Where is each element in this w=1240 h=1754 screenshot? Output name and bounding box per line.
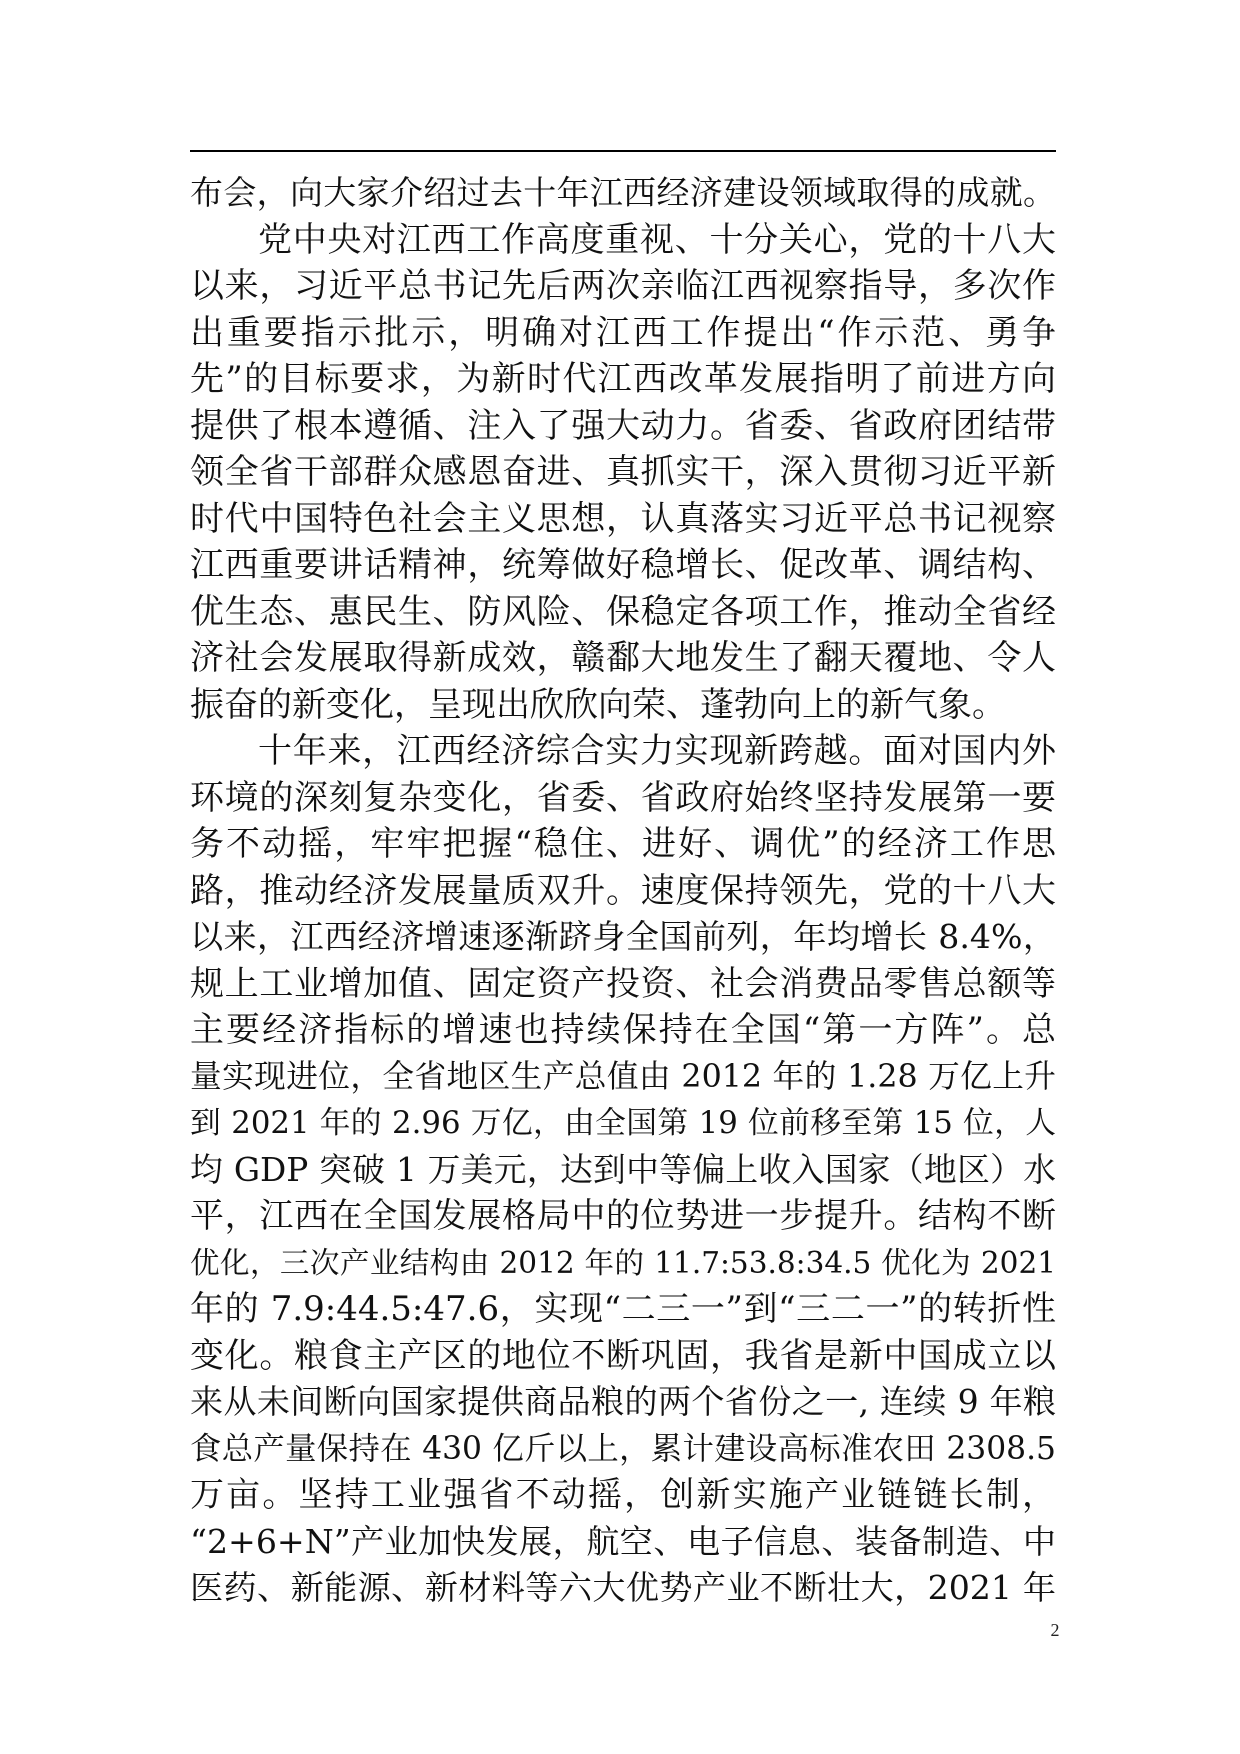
- page-number: 2: [1050, 1620, 1060, 1640]
- text-line: 时代中国特色社会主义思想，认真落实习近平总书记视察: [190, 498, 1056, 539]
- text-line: 振奋的新变化，呈现出欣欣向荣、蓬勃向上的新气象。: [190, 684, 1006, 725]
- text-line: 以来，习近平总书记先后两次亲临江西视察指导，多次作: [190, 266, 1056, 306]
- body-text: [190, 170, 1056, 1612]
- text-line: 党中央对江西工作高度重视、十分关心，党的十八大: [258, 219, 1056, 260]
- text-line: 布会，向大家介绍过去十年江西经济建设领域取得的成就。: [190, 173, 1056, 212]
- text-line: 主要经济指标的增速也持续保持在全国“第一方阵”。总: [190, 1010, 1056, 1050]
- header-rule: [190, 150, 1056, 152]
- text-line: 均 GDP 突破 1 万美元，达到中等偏上收入国家（地区）水: [190, 1150, 1056, 1189]
- text-line: 量实现进位，全省地区生产总值由 2012 年的 1.28 万亿上升: [190, 1058, 1056, 1095]
- text-line: 十年来，江西经济综合实力实现新跨越。面对国内外: [258, 731, 1056, 771]
- text-line: 医药、新能源、新材料等六大优势产业不断壮大，2021 年: [190, 1568, 1056, 1607]
- text-line: 规上工业增加值、固定资产投资、社会消费品零售总额等: [190, 963, 1056, 1004]
- text-line: 万亩。坚持工业强省不动摇，创新实施产业链链长制，: [190, 1475, 1056, 1515]
- text-line: 年的 7.9:44.5:47.6，实现“二三一”到“三二一”的转折性: [190, 1289, 1056, 1329]
- text-line: 来从未间断向国家提供商品粮的两个省份之一, 连续 9 年粮: [190, 1382, 1056, 1421]
- text-line: 优生态、惠民生、防风险、保稳定各项工作，推动全省经: [190, 591, 1056, 632]
- text-line: 变化。粮食主产区的地位不断巩固，我省是新中国成立以: [190, 1335, 1056, 1376]
- text-line: 路，推动经济发展量质双升。速度保持领先，党的十八大: [190, 870, 1056, 911]
- text-line: 优化，三次产业结构由 2012 年的 11.7:53.8:34.5 优化为 2021: [190, 1245, 1056, 1280]
- text-line: 出重要指示批示，明确对江西工作提出“作示范、勇争: [190, 312, 1056, 353]
- text-line: 济社会发展取得新成效，赣鄱大地发生了翻天覆地、令人: [190, 638, 1056, 678]
- text-line: 食总产量保持在 430 亿斤以上，累计建设高标准农田 2308.5: [190, 1430, 1056, 1467]
- text-line: 江西重要讲话精神，统筹做好稳增长、促改革、调结构、: [190, 545, 1056, 585]
- text-line: 到 2021 年的 2.96 万亿，由全国第 19 位前移至第 15 位，人: [190, 1105, 1056, 1141]
- text-line: “2+6+N”产业加快发展，航空、电子信息、装备制造、中: [190, 1521, 1056, 1561]
- text-line: 务不动摇，牢牢把握“稳住、进好、调优”的经济工作思: [190, 824, 1056, 864]
- text-line: 提供了根本遵循、注入了强大动力。省委、省政府团结带: [190, 405, 1056, 446]
- text-line: 以来，江西经济增速逐渐跻身全国前列，年均增长 8.4%，: [190, 917, 1056, 956]
- text-line: 平，江西在全国发展格局中的位势进一步提升。结构不断: [190, 1196, 1056, 1236]
- text-line: 先”的目标要求，为新时代江西改革发展指明了前进方向: [190, 359, 1056, 399]
- text-line: 环境的深刻复杂变化，省委、省政府始终坚持发展第一要: [190, 777, 1056, 818]
- text-line: 领全省干部群众感恩奋进、真抓实干，深入贯彻习近平新: [190, 452, 1056, 492]
